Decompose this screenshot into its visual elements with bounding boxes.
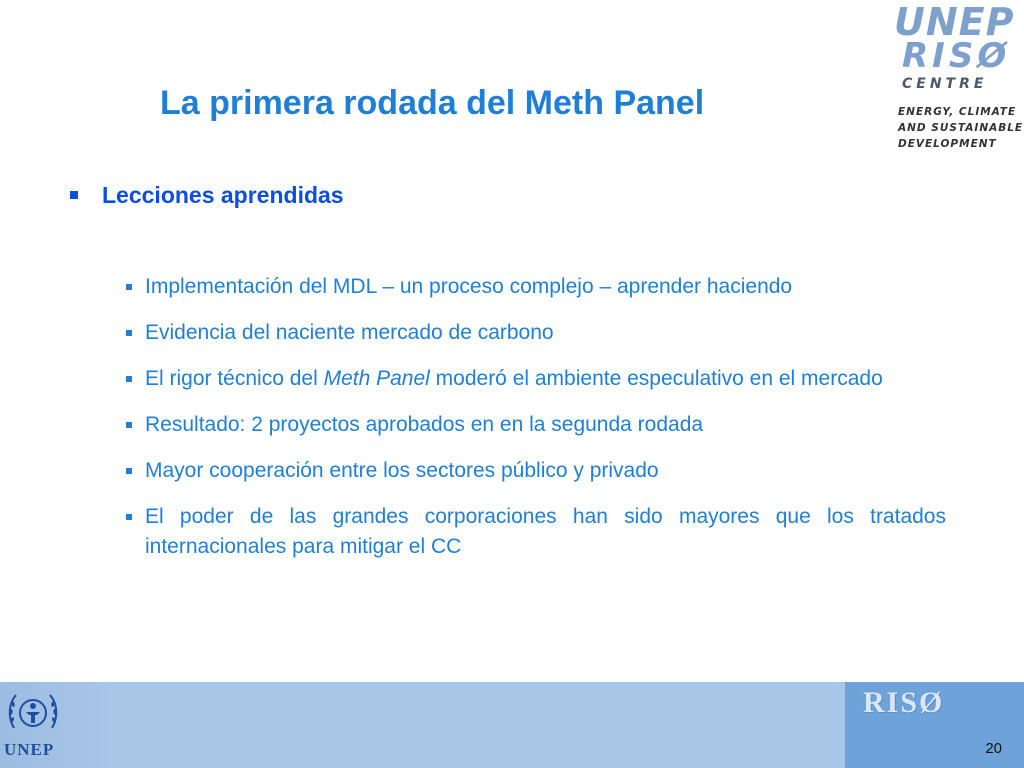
square-bullet-icon <box>126 468 132 474</box>
bullet-text: Implementación del MDL – un proceso complejo – aprender haciendo <box>145 275 793 298</box>
square-bullet-icon <box>126 514 132 520</box>
footer-riso-logo: RISØ <box>863 686 945 719</box>
footer-right-band <box>845 682 1024 768</box>
section-heading-text: Lecciones aprendidas <box>102 181 344 208</box>
bullet-list <box>124 272 946 578</box>
unep-emblem-icon <box>4 688 62 740</box>
bullet-item <box>124 502 946 562</box>
bullet-text: Mayor cooperación entre los sectores público y privado <box>145 459 659 482</box>
footer-unep-label: UNEP <box>4 740 55 759</box>
bullet-item <box>124 272 946 302</box>
bullet-item <box>124 456 946 486</box>
square-bullet-icon <box>70 191 78 199</box>
footer-band <box>0 682 1024 768</box>
square-bullet-icon <box>126 284 132 290</box>
logo-tagline-1: ENERGY, CLIMATE <box>898 106 1017 118</box>
bullet-text-after: moderó el ambiente especulativo en el mercado <box>429 367 883 390</box>
square-bullet-icon <box>126 376 132 382</box>
logo-riso-text: RISØ <box>902 36 1011 76</box>
page-number: 20 <box>985 740 1002 757</box>
bullet-item <box>124 410 946 440</box>
logo-centre-text: CENTRE <box>902 76 988 92</box>
bullet-text: Resultado: 2 proyectos aprobados en en la segunda rodada <box>145 413 704 436</box>
bullet-text: El poder de las grandes corporaciones han sido mayores que los tratados internacionales para mitigar el CC <box>145 505 946 558</box>
logo-unep-text: UNEP <box>894 0 1015 44</box>
section-heading <box>70 180 344 210</box>
bullet-text-before: El rigor técnico del <box>145 367 324 390</box>
square-bullet-icon <box>126 330 132 336</box>
logo-tagline-3: DEVELOPMENT <box>898 138 997 150</box>
footer-left-band <box>0 682 845 768</box>
bullet-item <box>124 318 946 348</box>
square-bullet-icon <box>126 422 132 428</box>
unep-riso-logo <box>880 0 1024 160</box>
bullet-text: Evidencia del naciente mercado de carbono <box>145 321 554 344</box>
footer-logo-area <box>0 682 112 768</box>
bullet-item <box>124 364 946 394</box>
bullet-text-italic: Meth Panel <box>323 367 430 390</box>
slide-title: La primera rodada del Meth Panel <box>160 84 705 122</box>
logo-tagline-2: AND SUSTAINABLE <box>898 122 1024 134</box>
